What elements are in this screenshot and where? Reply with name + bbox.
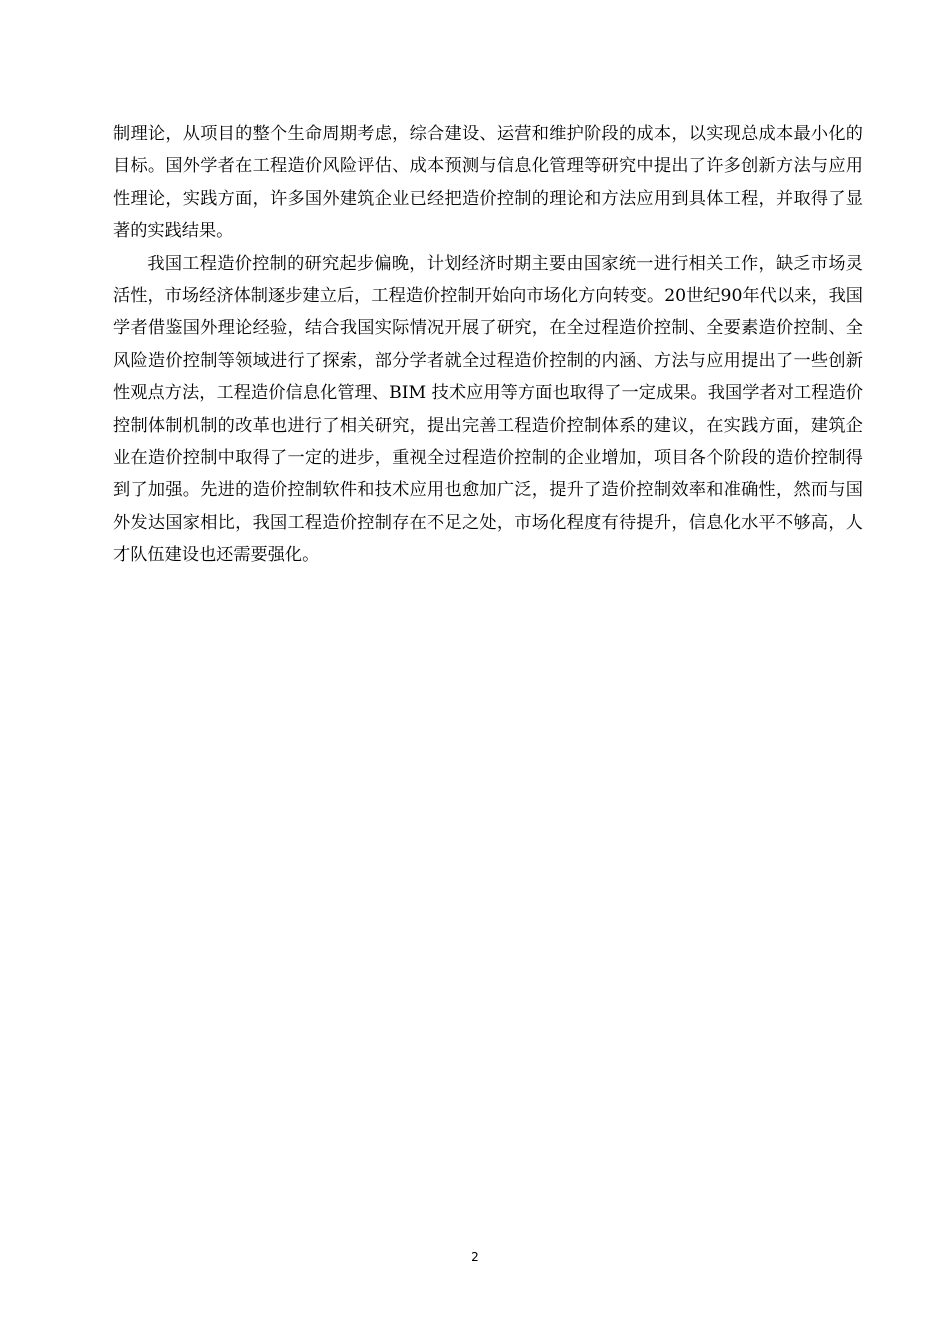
paragraph-domestic-research: 我国工程造价控制的研究起步偏晚，计划经济时期主要由国家统一进行相关工作，缺乏市场灵活性，市场经济体制逐步建立后，工程造价控制开始向市场化方向转变。20世纪90年代以来，我国学者借鉴国外理论经验，结合我国实际情况开展了研究，在全过程造价控制、全要素造价控制、全风险造价控制等领域进行了探索，部分学者就全过程造价控制的内涵、方法与应用提出了一些创新性观点方法，工程造价信息化管理、BIM 技术应用等方面也取得了一定成果。我国学者对工程造价控制体制机制的改革也进行了相关研究，提出完善工程造价控制体系的建议，在实践方面，建筑企业在造价控制中取得了一定的进步，重视全过程造价控制的企业增加，项目各个阶段的造价控制得到了加强。先进的造价控制软件和技术应用也愈加广泛，提升了造价控制效率和准确性，然而与国外发达国家相比，我国工程造价控制存在不足之处，市场化程度有待提升，信息化水平不够高，人才队伍建设也还需要强化。 [113,253,863,566]
page-number: 2 [471,1250,479,1264]
body-text [113,118,863,572]
paragraph-continued: 制理论，从项目的整个生命周期考虑，综合建设、运营和维护阶段的成本，以实现总成本最小化的目标。国外学者在工程造价风险评估、成本预测与信息化管理等研究中提出了许多创新方法与应用性理论，实践方面，许多国外建筑企业已经把造价控制的理论和方法应用到具体工程，并取得了显著的实践结果。 [113,124,863,242]
